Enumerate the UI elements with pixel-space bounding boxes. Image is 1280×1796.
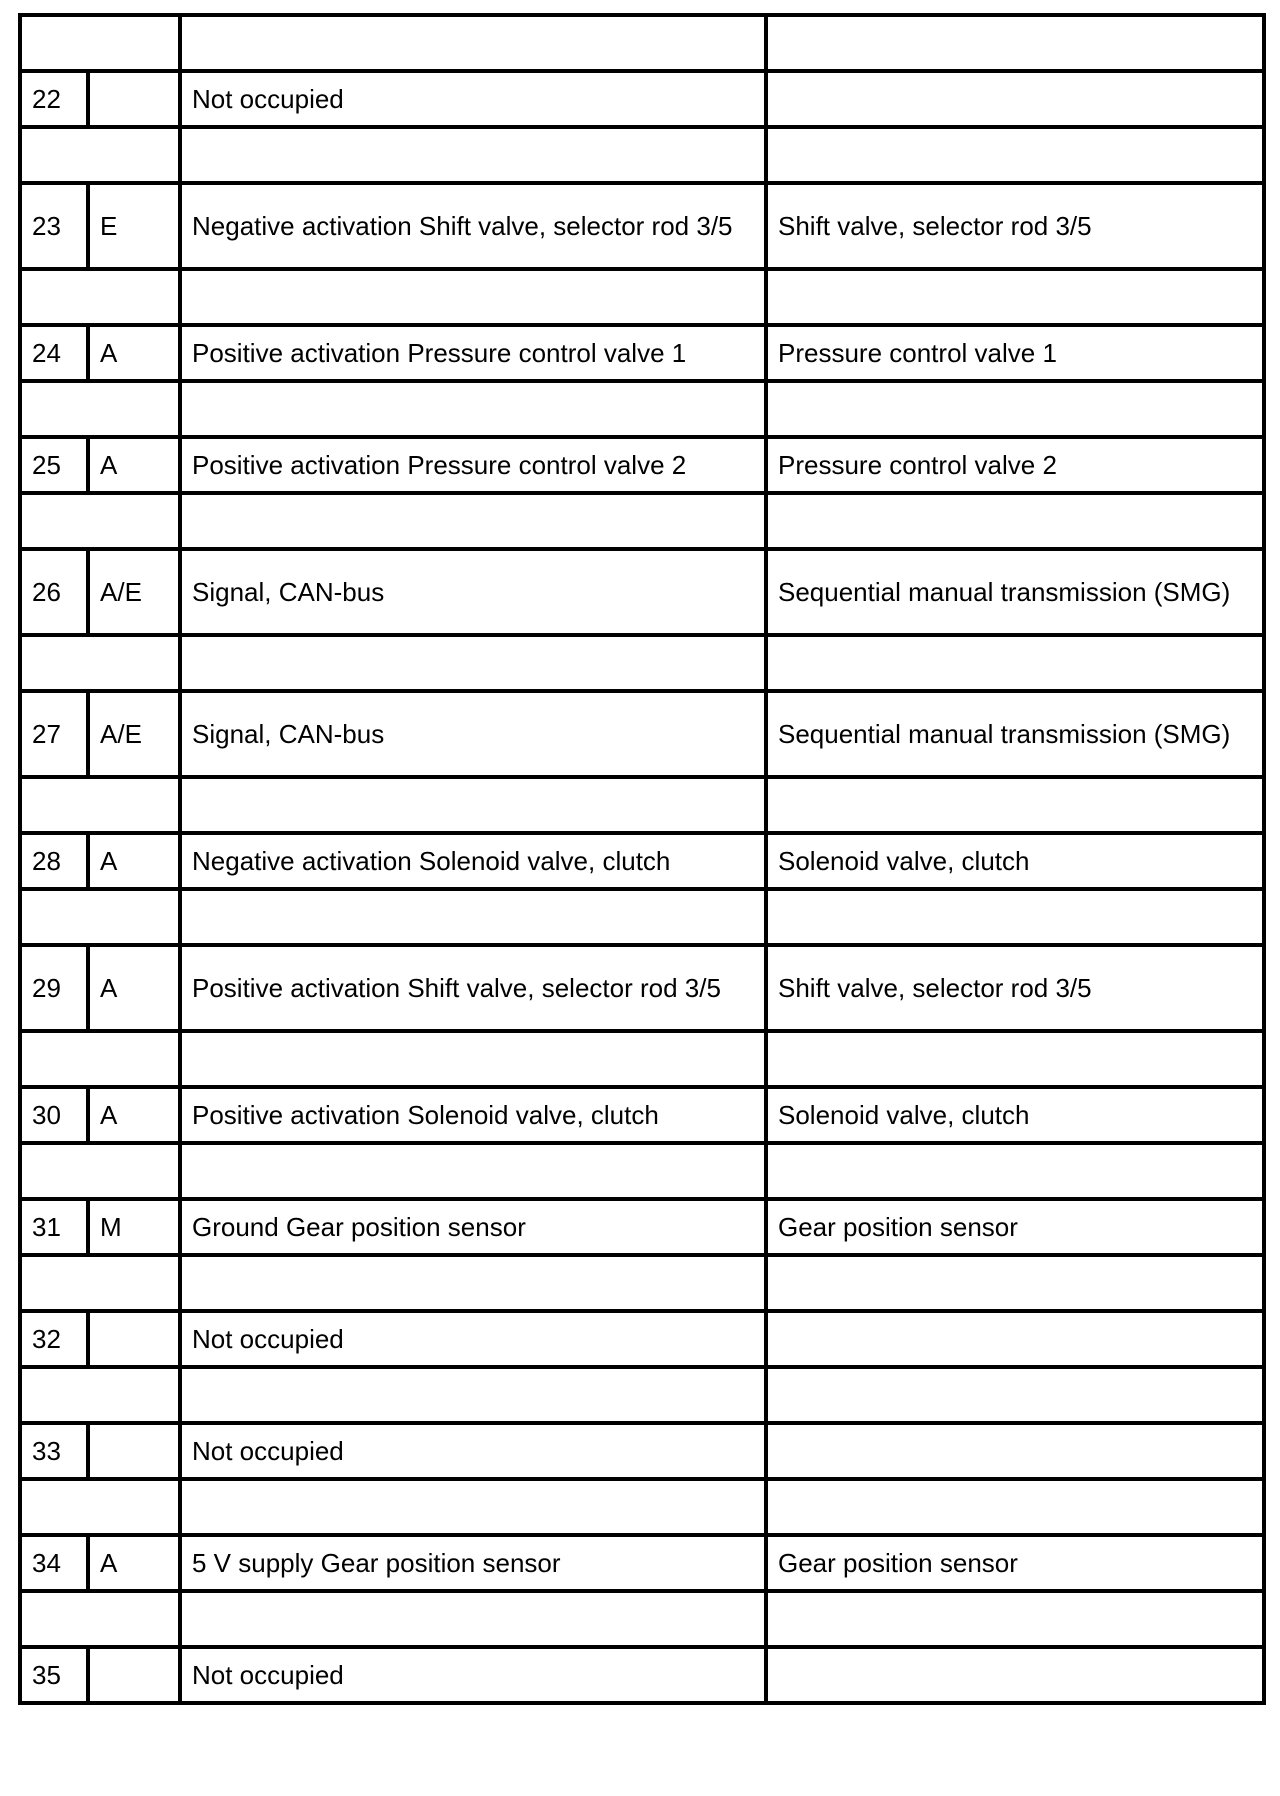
pin-number: 30: [20, 1087, 88, 1143]
spacer-row: [20, 777, 1264, 833]
pin-description: Positive activation Pressure control valve 1: [180, 325, 766, 381]
pin-number: 34: [20, 1535, 88, 1591]
signal-type: A: [88, 437, 180, 493]
component-name: Shift valve, selector rod 3/5: [766, 183, 1264, 269]
signal-type: A: [88, 833, 180, 889]
pin-description: Ground Gear position sensor: [180, 1199, 766, 1255]
spacer-row: [20, 15, 1264, 71]
spacer-row: [20, 889, 1264, 945]
pin-number: 33: [20, 1423, 88, 1479]
component-name: [766, 1647, 1264, 1703]
spacer-row: [20, 1255, 1264, 1311]
table-row: [20, 183, 1264, 269]
signal-type: A/E: [88, 549, 180, 635]
component-name: Gear position sensor: [766, 1535, 1264, 1591]
component-name: [766, 1423, 1264, 1479]
table-row: [20, 325, 1264, 381]
table-row: [20, 1535, 1264, 1591]
signal-type: [88, 71, 180, 127]
table-row: [20, 71, 1264, 127]
pin-number: 32: [20, 1311, 88, 1367]
signal-type: A: [88, 1535, 180, 1591]
spacer-row: [20, 1143, 1264, 1199]
pin-number: 27: [20, 691, 88, 777]
pin-number: 22: [20, 71, 88, 127]
table-row: [20, 833, 1264, 889]
signal-type: [88, 1647, 180, 1703]
signal-type: M: [88, 1199, 180, 1255]
signal-type: [88, 1423, 180, 1479]
table-row: [20, 1199, 1264, 1255]
component-name: Solenoid valve, clutch: [766, 833, 1264, 889]
pin-number: 24: [20, 325, 88, 381]
spacer-row: [20, 1367, 1264, 1423]
pin-description: Negative activation Solenoid valve, clutch: [180, 833, 766, 889]
spacer-row: [20, 1031, 1264, 1087]
pin-number: 29: [20, 945, 88, 1031]
pin-description: Signal, CAN-bus: [180, 549, 766, 635]
component-name: [766, 1311, 1264, 1367]
spacer-row: [20, 635, 1264, 691]
pin-number: 28: [20, 833, 88, 889]
component-name: Pressure control valve 1: [766, 325, 1264, 381]
pin-number: 26: [20, 549, 88, 635]
spacer-row: [20, 127, 1264, 183]
component-name: [766, 71, 1264, 127]
pin-description: Positive activation Pressure control valve 2: [180, 437, 766, 493]
pin-description: Negative activation Shift valve, selector rod 3/5: [180, 183, 766, 269]
table-row: [20, 945, 1264, 1031]
pin-description: Not occupied: [180, 1423, 766, 1479]
component-name: Sequential manual transmission (SMG): [766, 549, 1264, 635]
component-name: Pressure control valve 2: [766, 437, 1264, 493]
table-row: [20, 1311, 1264, 1367]
pin-description: Not occupied: [180, 1311, 766, 1367]
component-name: Gear position sensor: [766, 1199, 1264, 1255]
signal-type: A/E: [88, 691, 180, 777]
signal-type: A: [88, 1087, 180, 1143]
component-name: Sequential manual transmission (SMG): [766, 691, 1264, 777]
table-row: [20, 1087, 1264, 1143]
spacer-row: [20, 269, 1264, 325]
component-name: Solenoid valve, clutch: [766, 1087, 1264, 1143]
pin-number: 25: [20, 437, 88, 493]
pin-description: Not occupied: [180, 71, 766, 127]
pin-description: Positive activation Solenoid valve, clutch: [180, 1087, 766, 1143]
pin-number: 23: [20, 183, 88, 269]
table-row: [20, 549, 1264, 635]
pin-number: 31: [20, 1199, 88, 1255]
spacer-row: [20, 493, 1264, 549]
table-row: [20, 691, 1264, 777]
pin-table-body: [20, 15, 1264, 1703]
pin-description: Signal, CAN-bus: [180, 691, 766, 777]
spacer-row: [20, 1479, 1264, 1535]
signal-type: [88, 1311, 180, 1367]
spacer-row: [20, 381, 1264, 437]
signal-type: E: [88, 183, 180, 269]
pin-description: Not occupied: [180, 1647, 766, 1703]
pin-description: Positive activation Shift valve, selector rod 3/5: [180, 945, 766, 1031]
pin-number: 35: [20, 1647, 88, 1703]
component-name: Shift valve, selector rod 3/5: [766, 945, 1264, 1031]
table-row: [20, 1423, 1264, 1479]
spacer-row: [20, 1591, 1264, 1647]
table-row: [20, 1647, 1264, 1703]
pin-description: 5 V supply Gear position sensor: [180, 1535, 766, 1591]
pin-assignment-table: [18, 13, 1266, 1705]
table-row: [20, 437, 1264, 493]
signal-type: A: [88, 325, 180, 381]
signal-type: A: [88, 945, 180, 1031]
